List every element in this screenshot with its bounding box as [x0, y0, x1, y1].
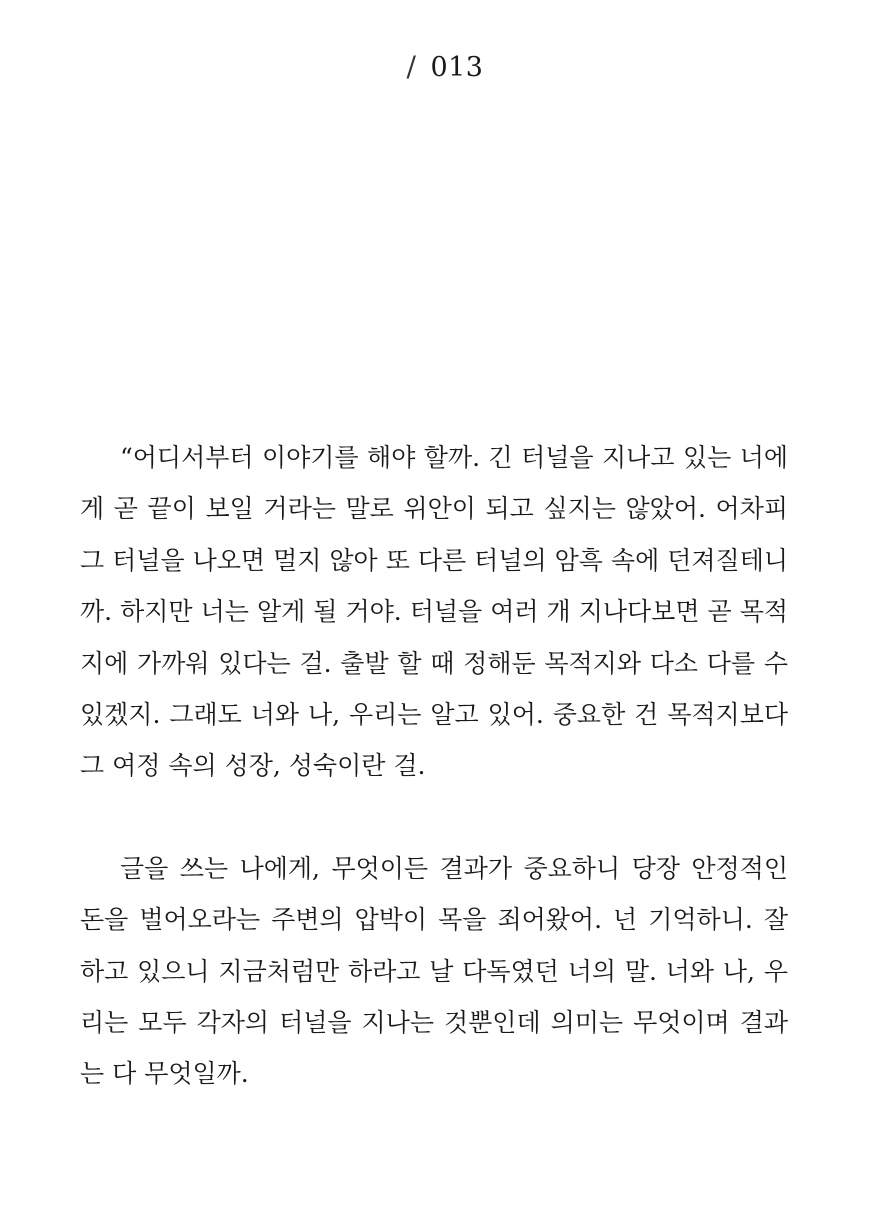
- paragraph-1: “어디서부터 이야기를 해야 할까. 긴 터널을 지나고 있는 너에게 곧 끝이 보일 거라는 말로 위안이 되고 싶지는 않았어. 어차피 그 터널을 나오면 멀지 않아 또 다른 터널의 암흑 속에 던져질테니까. 하지만 너는 알게 될 거야. 터널을 여러 개 지나다보면 곧 목적지에 가까워 있다는 걸. 출발 할 때 정해둔 목적지와 다소 다를 수 있겠지. 그래도 너와 나, 우리는 알고 있어. 중요한 건 목적지보다 그 여정 속의 성장, 성숙이란 걸.: [80, 443, 788, 781]
- page-header: [0, 50, 890, 85]
- body-text: [80, 432, 788, 1100]
- page-number: 013: [430, 52, 484, 83]
- slash-separator: /: [406, 50, 417, 83]
- paragraph-2: 글을 쓰는 나에게, 무엇이든 결과가 중요하니 당장 안정적인 돈을 벌어오라는 주변의 압박이 목을 죄어왔어. 넌 기억하니. 잘 하고 있으니 지금처럼만 하라고 날 다독였던 너의 말. 너와 나, 우리는 모두 각자의 터널을 지나는 것뿐인데 의미는 무엇이며 결과는 다 무엇일까.: [80, 853, 788, 1089]
